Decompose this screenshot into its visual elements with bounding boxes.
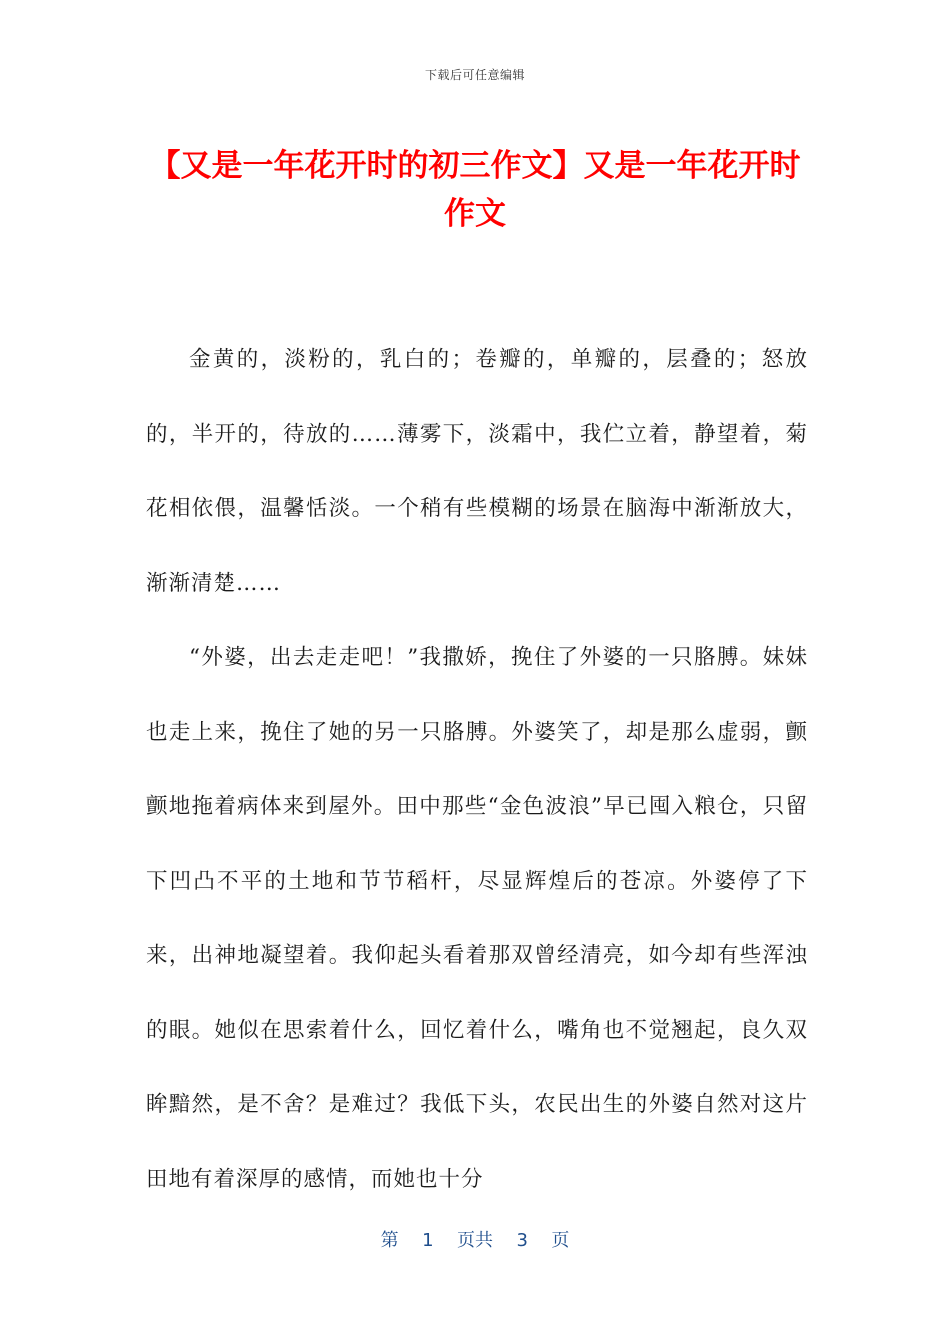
page-header-note: 下载后可任意编辑 (424, 68, 525, 82)
document-title: 【又是一年花开时的初三作文】又是一年花开时作文 (149, 148, 801, 232)
paragraph-1: 金黄的，淡粉的，乳白的；卷瓣的，单瓣的，层叠的；怒放的，半开的，待放的……薄雾下，淡霜中，我伫立着，静望着，菊花相依偎，温馨恬淡。一个稍有些模糊的场景在脑海中渐渐放大，渐渐清楚…… (146, 347, 808, 596)
page-number-text: 第 1 页共 3 页 (380, 1230, 570, 1251)
page-number-footer (0, 1226, 950, 1252)
paragraph-2: “外婆，出去走走吧！”我撒娇，挽住了外婆的一只胳膊。妹妹也走上来，挽住了她的另一只胳膊。外婆笑了，却是那么虚弱，颤颤地拖着病体来到屋外。田中那些“金色波浪”早已囤入粮仓，只留下凹凸不平的土地和节节稻杆，尽显辉煌后的苍凉。外婆停了下来，出神地凝望着。我仰起头看着那双曾经清亮，如今却有些浑浊的眼。她似在思索着什么，回忆着什么，嘴角也不觉翘起，良久双眸黯然，是不舍？是难过？我低下头，农民出生的外婆自然对这片田地有着深厚的感情，而她也十分 (146, 645, 808, 1192)
document-body (146, 323, 808, 1217)
